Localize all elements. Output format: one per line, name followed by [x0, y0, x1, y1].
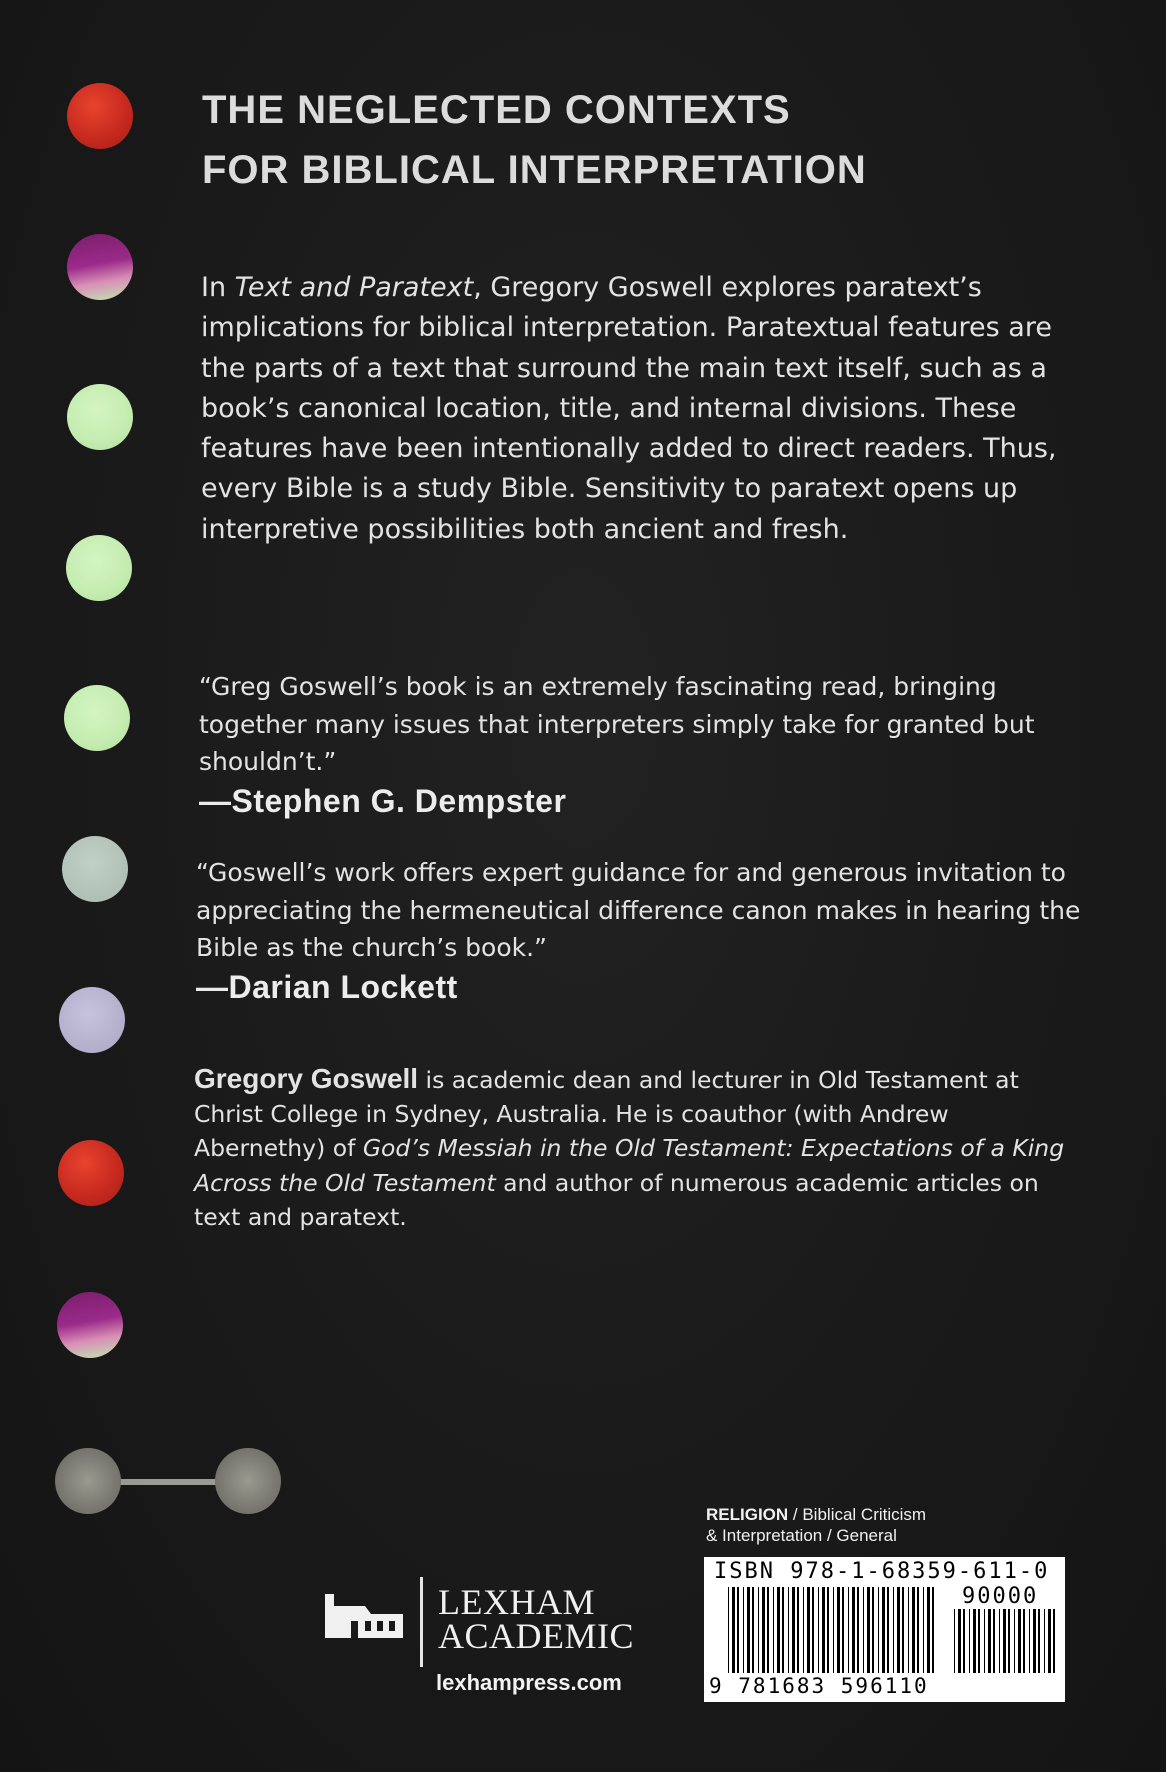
- blurb-book-title: Text and Paratext: [234, 272, 474, 303]
- barcode-bar: [762, 1587, 765, 1673]
- barcode-bar: [1029, 1609, 1030, 1673]
- author-bio: [194, 1062, 1074, 1234]
- barcode-bar: [917, 1587, 919, 1673]
- barcode-bar: [782, 1587, 784, 1673]
- barcode-bar: [788, 1587, 789, 1673]
- barcode-bar: [807, 1587, 810, 1673]
- manuscript-dot: [55, 1448, 121, 1514]
- endorsement-author: —Darian Lockett: [196, 968, 458, 1005]
- endorsement-quote: “Greg Goswell’s book is an extremely fascinating read, bringing together many issues that interpreters simply take for granted but shouldn’t.”: [199, 672, 1035, 776]
- red-dot: [67, 83, 133, 149]
- barcode-bar: [773, 1587, 774, 1673]
- endorsement-author: —Stephen G. Dempster: [199, 782, 567, 819]
- barcode-bar: [988, 1609, 991, 1673]
- barcode-bar: [737, 1587, 739, 1673]
- barcode-addon-number: 90000: [962, 1584, 1039, 1609]
- barcode-bar: [1038, 1609, 1040, 1673]
- barcode-bar: [777, 1587, 780, 1673]
- bio-text-1: is academic dean and lecturer in Old Testament at Christ College in Sydney, Australia. He is coauthor (with Andrew Abernethy) of: [194, 1066, 1019, 1163]
- barcode-bar: [1014, 1609, 1015, 1673]
- blurb-text: , Gregory Goswell explores paratext’s implications for biblical interpretation. Paratextual features are the parts of a text that surround the main text itself, such as a book’s canonical location, title, and internal divisions. These features have been intentionally added to direct readers. Thus, every Bible is a study Bible. Sensitivity to paratext opens up interpretive possibilities both ancient and fresh.: [201, 272, 1057, 545]
- manuscript-dot: [215, 1448, 281, 1514]
- barcode-bar: [767, 1587, 769, 1673]
- barcode-bar: [752, 1587, 754, 1673]
- barcode-bar: [1008, 1609, 1010, 1673]
- lexham-building-icon: [325, 1592, 405, 1644]
- barcode-bar: [878, 1587, 879, 1673]
- barcode-bar: [993, 1609, 995, 1673]
- barcode-bar: [969, 1609, 970, 1673]
- isbn-barcode: [704, 1557, 1065, 1702]
- barcode-bar: [897, 1587, 900, 1673]
- barcode-bar: [908, 1587, 909, 1673]
- cover-heading: [202, 80, 1102, 200]
- barcode-bar: [732, 1587, 735, 1673]
- barcode-bar: [797, 1587, 799, 1673]
- publisher-logo-text: [438, 1582, 635, 1656]
- endorsement-2: [196, 854, 1096, 1007]
- barcode-bar: [978, 1609, 980, 1673]
- magenta-dot: [67, 234, 133, 300]
- heading-line-1: THE NEGLECTED CONTEXTS: [202, 88, 791, 132]
- heading-line-2: FOR BIBLICAL INTERPRETATION: [202, 148, 867, 192]
- barcode-bar: [1053, 1609, 1055, 1673]
- barcode-bar: [728, 1587, 729, 1673]
- barcode-bar: [902, 1587, 904, 1673]
- author-name: Gregory Goswell: [194, 1063, 419, 1094]
- blurb-lead: In: [201, 272, 235, 303]
- barcode-bar: [887, 1587, 889, 1673]
- logo-divider: [420, 1577, 423, 1667]
- ean-digits: 9 781683 596110: [709, 1674, 929, 1698]
- barcode-bar: [958, 1609, 961, 1673]
- barcode-bar: [848, 1587, 849, 1673]
- publisher-line-2: ACADEMIC: [438, 1616, 635, 1656]
- magenta-dot: [57, 1292, 123, 1358]
- green-dot: [66, 535, 132, 601]
- endorsement-1: [199, 668, 1099, 821]
- bio-text-2: and author of numerous academic articles on text and paratext.: [194, 1168, 1039, 1231]
- isbn-label: ISBN 978-1-68359-611-0: [714, 1559, 1050, 1584]
- red-dot: [58, 1140, 124, 1206]
- barcode-bar: [963, 1609, 965, 1673]
- barcode-bar: [912, 1587, 915, 1673]
- barcode-bar: [833, 1587, 834, 1673]
- barcode-bar: [837, 1587, 840, 1673]
- barcode-bar: [984, 1609, 985, 1673]
- barcode-bar: [882, 1587, 885, 1673]
- dot-connector: [110, 1479, 230, 1485]
- barcode-bar: [923, 1587, 924, 1673]
- lavender-dot: [59, 987, 125, 1053]
- barcode-bar: [1044, 1609, 1045, 1673]
- barcode-bar: [747, 1587, 750, 1673]
- green-dot: [64, 685, 130, 751]
- barcode-bar: [863, 1587, 864, 1673]
- barcode-bar: [954, 1609, 955, 1673]
- endorsement-quote: “Goswell’s work offers expert guidance for and generous invitation to appreciating the hermeneutical difference canon makes in hearing the Bible as the church’s book.”: [196, 858, 1081, 962]
- barcode-bar: [1033, 1609, 1036, 1673]
- barcode-bar: [932, 1587, 934, 1673]
- barcode-bar: [792, 1587, 795, 1673]
- gray-dot: [62, 836, 128, 902]
- barcode-bar: [758, 1587, 759, 1673]
- barcode-bar: [842, 1587, 844, 1673]
- category-line1: / Biblical Criticism: [788, 1505, 927, 1524]
- barcode-bar: [743, 1587, 744, 1673]
- barcode-bar: [852, 1587, 855, 1673]
- barcode-bar: [973, 1609, 976, 1673]
- barcode-bar: [893, 1587, 894, 1673]
- subject-category: [706, 1504, 1006, 1546]
- category-primary: RELIGION: [706, 1505, 789, 1524]
- barcode-bar: [927, 1587, 930, 1673]
- bio-book-title: God’s Messiah in the Old Testament: Expectations of a King Across the Old Testament: [194, 1134, 1065, 1197]
- barcode-bar: [1023, 1609, 1025, 1673]
- barcode-bar: [803, 1587, 804, 1673]
- barcode-bar: [818, 1587, 819, 1673]
- barcode-bar: [872, 1587, 874, 1673]
- barcode-bar: [999, 1609, 1000, 1673]
- barcode-bar: [822, 1587, 825, 1673]
- barcode-bar: [857, 1587, 859, 1673]
- barcode-bar: [867, 1587, 870, 1673]
- barcode-bar: [812, 1587, 814, 1673]
- barcode-bar: [827, 1587, 829, 1673]
- barcode-bar: [1003, 1609, 1006, 1673]
- publisher-line-1: LEXHAM: [438, 1582, 595, 1622]
- green-dot: [67, 384, 133, 450]
- barcode-bar: [1018, 1609, 1021, 1673]
- category-line2: & Interpretation / General: [706, 1526, 897, 1545]
- barcode-bar: [1048, 1609, 1051, 1673]
- book-description: [201, 268, 1081, 550]
- publisher-url: lexhampress.com: [436, 1670, 622, 1695]
